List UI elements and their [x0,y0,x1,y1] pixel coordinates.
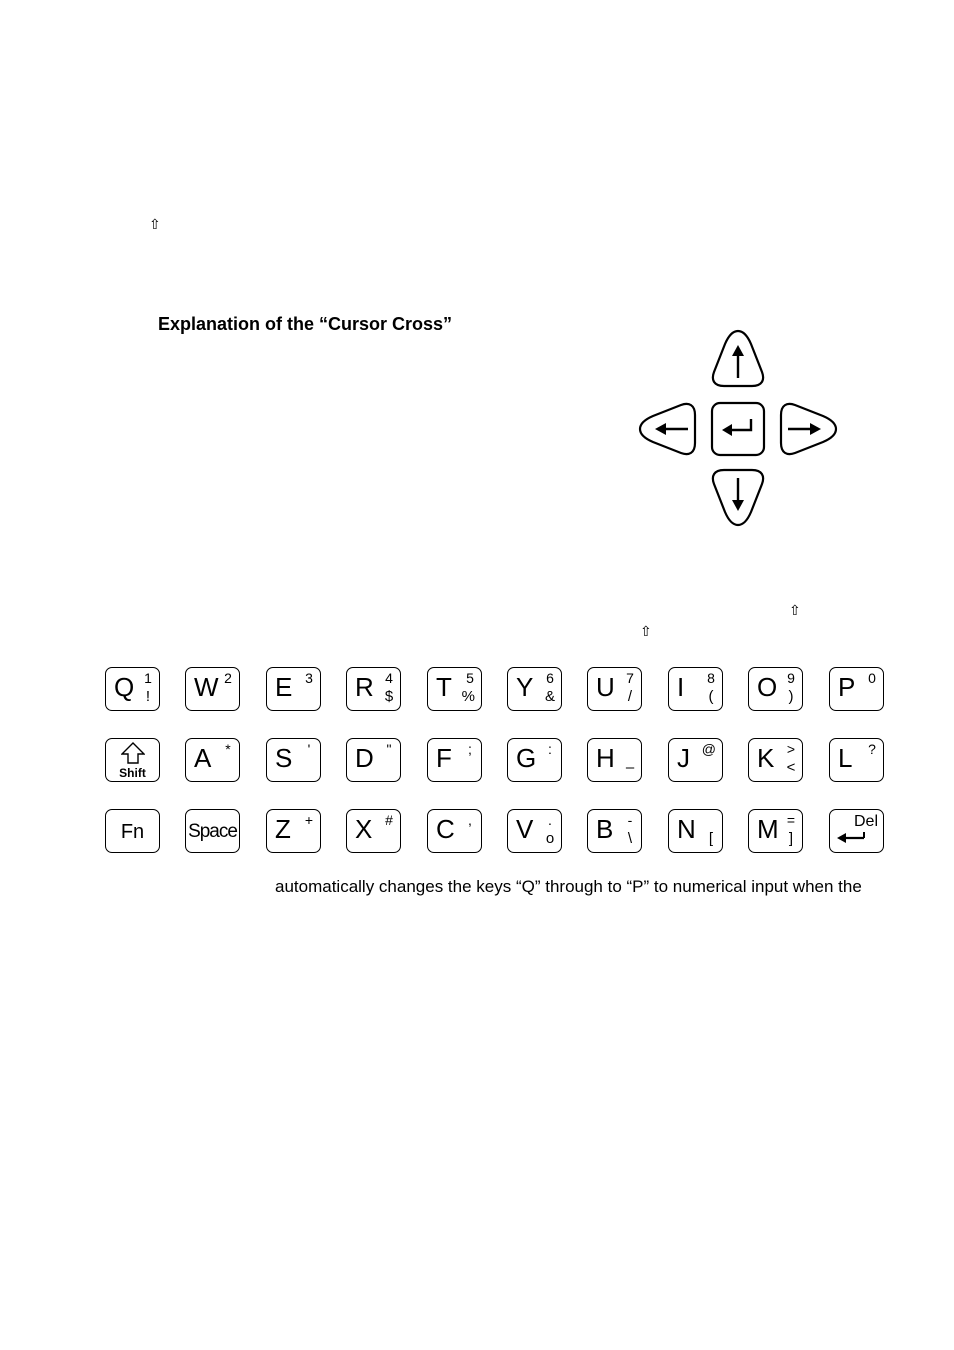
key-w[interactable] [185,667,240,711]
key-h[interactable] [587,738,642,782]
key-main-label: G [516,743,537,773]
shift-key-label: Shift [119,766,146,780]
key-main-label: P [838,672,856,702]
key-upper-symbol: : [548,741,552,757]
key-main-label: K [757,743,775,773]
key-upper-symbol: 9 [787,670,795,686]
key-upper-symbol: # [385,812,393,828]
key-main-label: B [596,814,614,844]
key-upper-symbol: ' [307,741,311,757]
key-upper-symbol: , [468,812,472,828]
key-upper-symbol: 3 [305,670,313,686]
key-lower-symbol: o [545,830,555,847]
enter-key-icon [712,403,764,455]
key-main-label: T [436,672,452,702]
backspace-arrow-icon [836,830,866,844]
shift-symbol-icon: ⇧ [149,217,161,233]
key-upper-symbol: * [225,741,231,757]
key-lower-symbol: / [627,688,633,705]
section-heading: Explanation of the “Cursor Cross” [158,314,453,334]
key-main-label: H [596,743,615,773]
key-upper-symbol: 4 [385,670,393,686]
key-main-label: V [516,814,534,844]
key-lower-symbol: ] [788,830,794,847]
key-main-label: W [194,672,219,702]
key-upper-symbol: ; [468,741,472,757]
key-main-label: U [596,672,615,702]
key-upper-symbol: ? [868,741,876,757]
key-m[interactable] [748,809,803,853]
key-c[interactable] [427,809,482,853]
body-paragraph: automatically changes the keys “Q” through to “P” to numerical input when the [275,877,862,896]
shift-arrow-icon [121,742,145,764]
key-upper-symbol: - [627,812,633,828]
key-shift[interactable] [105,738,160,782]
key-main-label: J [677,743,690,773]
key-z[interactable] [266,809,321,853]
key-e[interactable] [266,667,321,711]
key-k[interactable] [748,738,803,782]
key-main-label: X [355,814,373,844]
key-main-label: S [275,743,293,773]
key-y[interactable] [507,667,562,711]
key-upper-symbol: . [548,812,552,828]
key-b[interactable] [587,809,642,853]
key-lower-symbol: $ [384,688,394,705]
key-main-label: N [677,814,696,844]
key-upper-symbol: = [786,812,796,828]
key-upper-symbol: 1 [144,670,152,686]
key-p[interactable] [829,667,884,711]
cursor-cross-diagram [636,328,840,528]
key-main-label: M [757,814,779,844]
key-main-label: E [275,672,293,702]
key-lower-symbol: [ [708,830,714,847]
key-label: Fn [120,821,145,843]
key-main-label: F [436,743,452,773]
key-lower-symbol: ( [708,688,714,705]
shift-symbol-icon: ⇧ [640,624,652,640]
key-del[interactable] [829,809,884,853]
key-space[interactable] [185,809,240,853]
key-upper-symbol: 0 [868,670,876,686]
key-u[interactable] [587,667,642,711]
key-upper-symbol: 2 [224,670,232,686]
key-r[interactable] [346,667,401,711]
key-label: Space [188,821,237,842]
key-upper-symbol: " [386,741,392,757]
key-lower-symbol: < [786,759,796,776]
key-upper-symbol: 7 [626,670,634,686]
key-s[interactable] [266,738,321,782]
key-a[interactable] [185,738,240,782]
key-d[interactable] [346,738,401,782]
key-main-label: A [194,743,212,773]
key-main-label: Y [516,672,534,702]
right-arrow-key-icon [781,404,836,454]
key-main-label: L [838,743,853,773]
key-main-label: R [355,672,374,702]
key-upper-symbol: > [786,741,796,757]
key-f[interactable] [427,738,482,782]
key-main-label: Q [114,672,135,702]
del-key-label: Del [853,813,878,830]
key-t[interactable] [427,667,482,711]
key-main-label: Z [275,814,291,844]
left-arrow-key-icon [640,404,695,454]
down-arrow-key-icon [713,470,763,525]
key-upper-symbol: + [304,812,314,828]
key-j[interactable] [668,738,723,782]
up-arrow-key-icon [713,331,763,386]
key-v[interactable] [507,809,562,853]
key-lower-symbol: \ [627,830,633,847]
key-upper-symbol: 8 [707,670,715,686]
key-lower-symbol: – [625,759,635,776]
key-main-label: C [436,814,455,844]
key-x[interactable] [346,809,401,853]
key-main-label: D [355,743,374,773]
key-o[interactable] [748,667,803,711]
key-main-label: O [757,672,778,702]
key-main-label: I [677,672,685,702]
key-fn[interactable] [105,809,160,853]
key-i[interactable] [668,667,723,711]
key-q[interactable] [105,667,160,711]
key-upper-symbol: 5 [466,670,474,686]
key-upper-symbol: @ [701,741,716,757]
key-l[interactable] [829,738,884,782]
key-n[interactable] [668,809,723,853]
key-g[interactable] [507,738,562,782]
key-lower-symbol: ! [145,688,151,705]
key-upper-symbol: 6 [546,670,554,686]
key-lower-symbol: % [461,688,475,705]
key-lower-symbol: & [544,688,555,705]
key-lower-symbol: ) [788,688,794,705]
shift-symbol-icon: ⇧ [789,603,801,619]
